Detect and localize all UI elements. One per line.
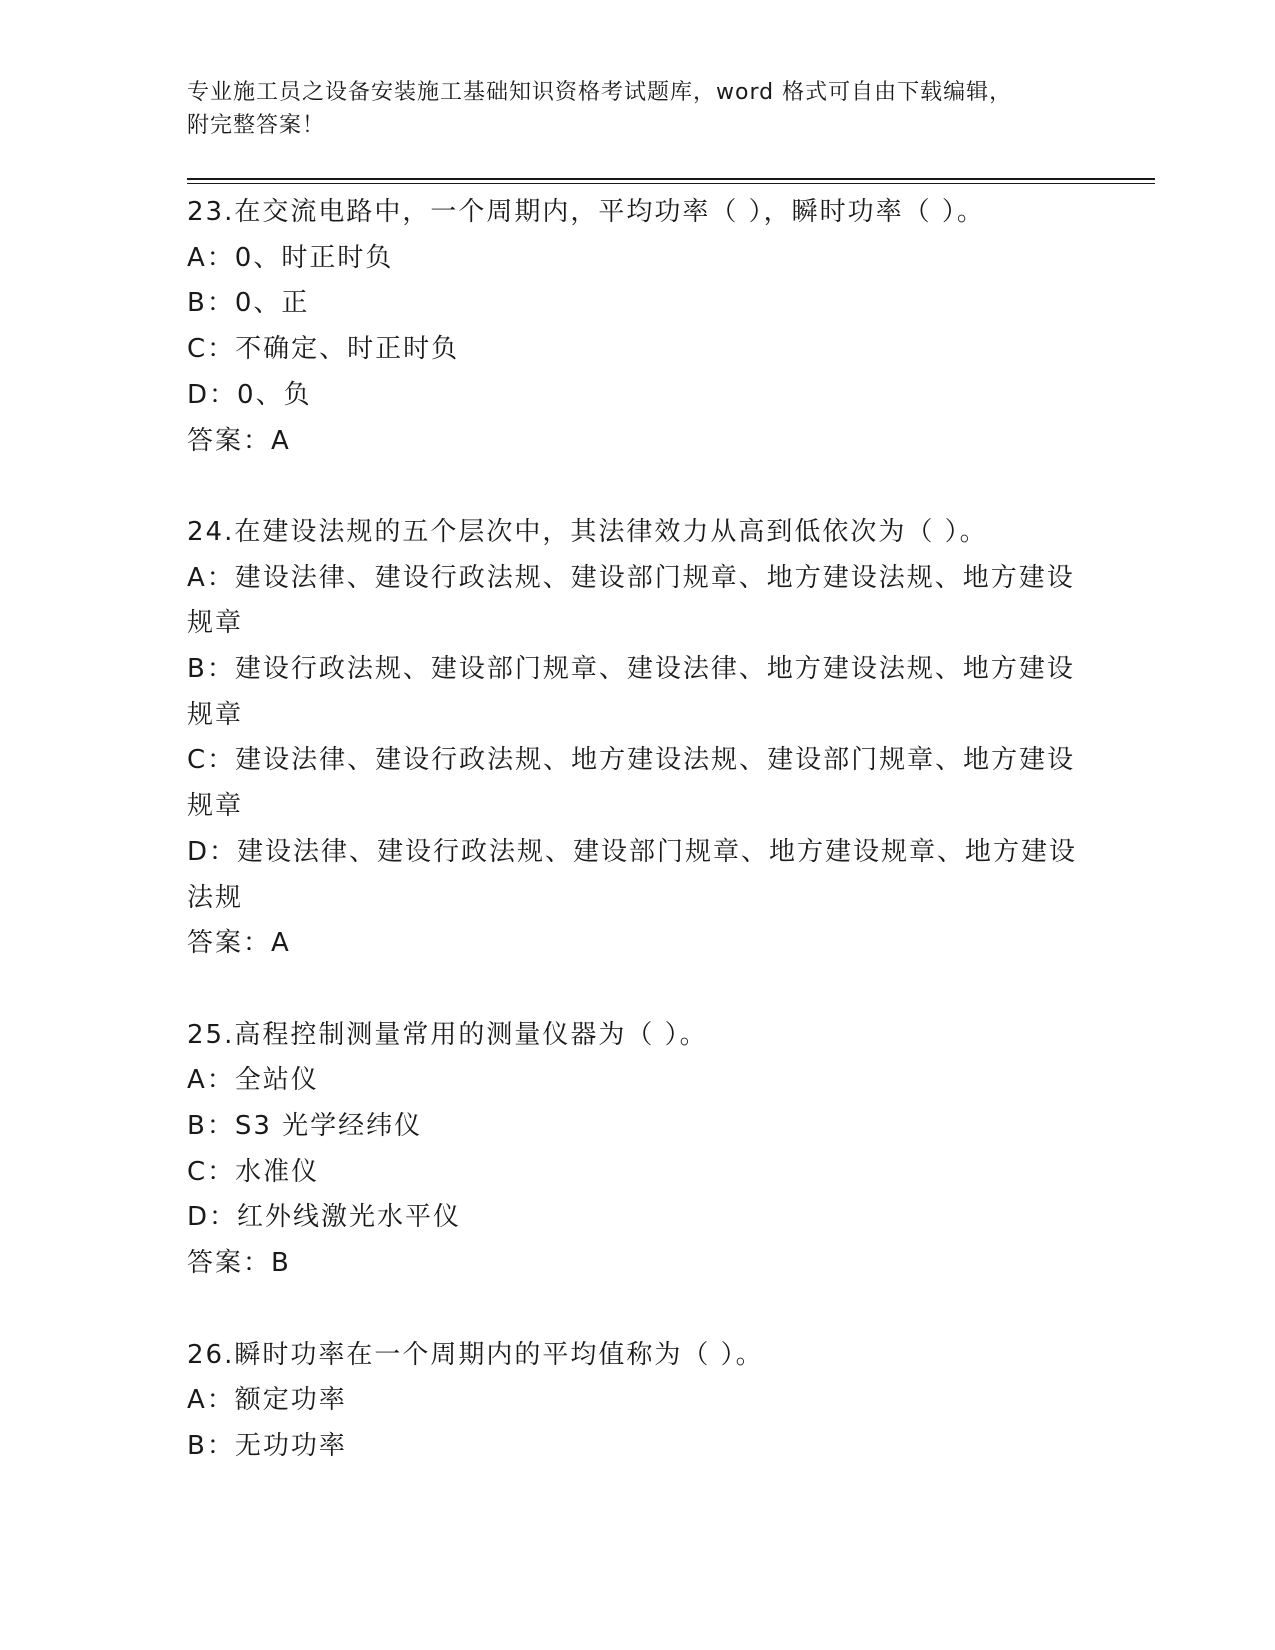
- question-stem: 25.高程控制测量常用的测量仪器为（ ）。: [187, 1019, 708, 1050]
- answer-line: 答案：A: [187, 425, 291, 456]
- header-line-1: 专业施工员之设备安装施工基础知识资格考试题库，word 格式可自由下载编辑，: [187, 80, 1013, 105]
- question-list: [187, 190, 1087, 1470]
- option-d: D：建设法律、建设行政法规、建设部门规章、地方建设规章、地方建设法规: [187, 836, 1078, 913]
- option-b: B：无功功率: [187, 1430, 347, 1461]
- answer-line: 答案：B: [187, 1248, 291, 1279]
- option-b: B：0、正: [187, 288, 310, 319]
- option-a: A：0、时正时负: [187, 242, 394, 273]
- question-stem: 26.瞬时功率在一个周期内的平均值称为（ ）。: [187, 1339, 764, 1370]
- option-d: D：红外线激光水平仪: [187, 1202, 462, 1233]
- question-24: [187, 510, 1087, 967]
- option-c: C：不确定、时正时负: [187, 334, 460, 365]
- header-divider-thick: [187, 178, 1155, 180]
- question-stem: 24.在建设法规的五个层次中，其法律效力从高到低依次为（ ）。: [187, 516, 988, 547]
- option-b: B：S3 光学经纬仪: [187, 1111, 423, 1142]
- option-d: D：0、负: [187, 379, 312, 410]
- option-c: C：水准仪: [187, 1156, 320, 1187]
- document-header: [187, 76, 1067, 142]
- header-divider-thin: [187, 183, 1155, 184]
- answer-line: 答案：A: [187, 928, 291, 959]
- question-stem: 23.在交流电路中，一个周期内，平均功率（ ），瞬时功率（ ）。: [187, 197, 985, 227]
- header-line-2: 附完整答案！: [187, 113, 326, 138]
- option-a: A：额定功率: [187, 1385, 347, 1416]
- question-26: [187, 1333, 1087, 1470]
- option-b: B：建设行政法规、建设部门规章、建设法律、地方建设法规、地方建设规章: [187, 654, 1075, 730]
- option-a: A：建设法律、建设行政法规、建设部门规章、地方建设法规、地方建设规章: [187, 562, 1075, 639]
- option-c: C：建设法律、建设行政法规、地方建设法规、建设部门规章、地方建设规章: [187, 745, 1076, 822]
- option-a: A：全站仪: [187, 1065, 319, 1096]
- question-23: [187, 190, 1087, 464]
- question-25: [187, 1013, 1087, 1287]
